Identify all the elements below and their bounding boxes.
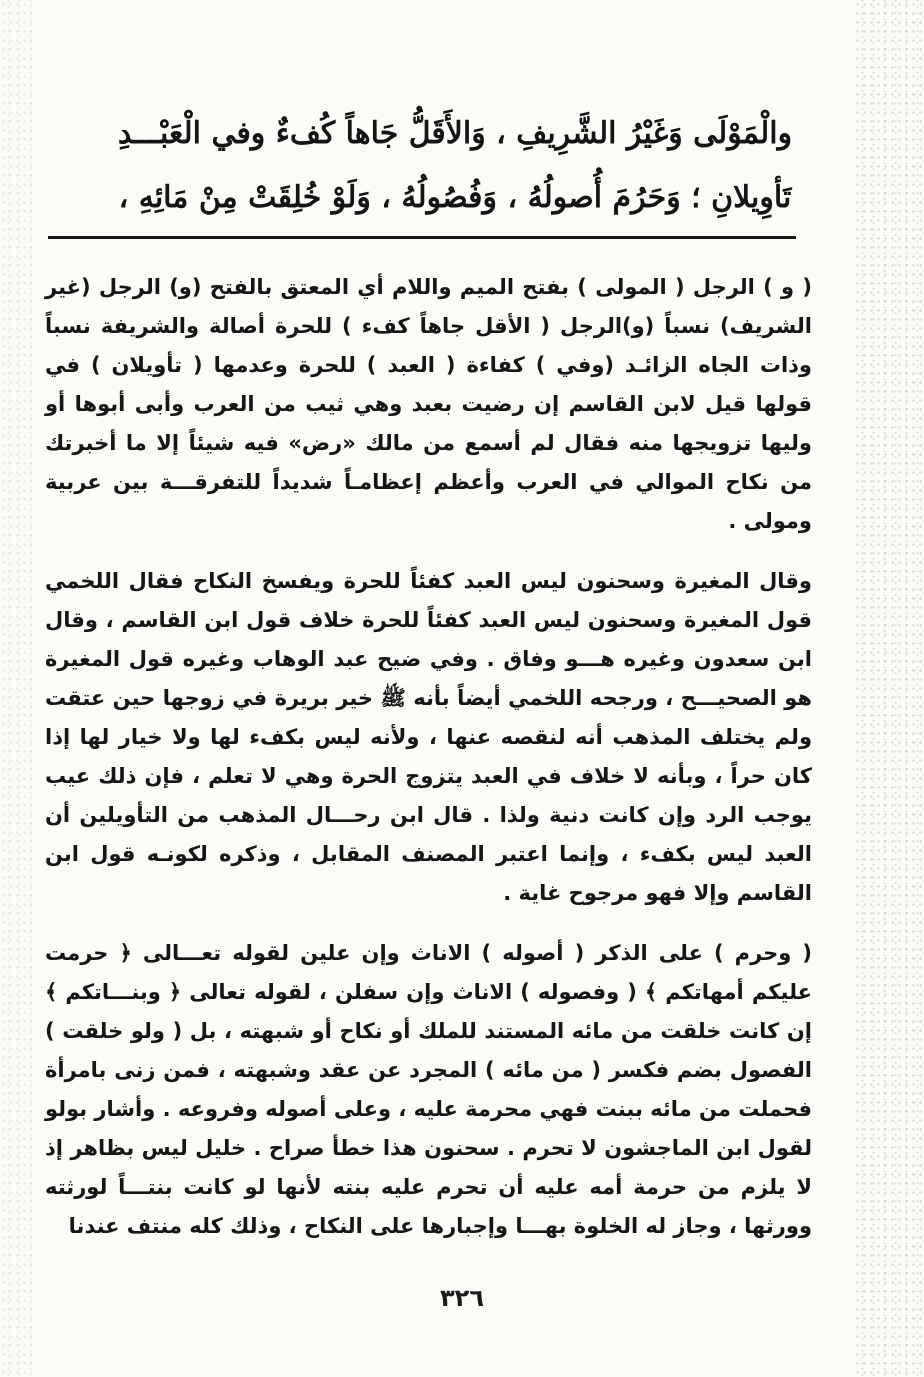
- scan-noise-right: [854, 0, 924, 1377]
- page-number: ٣٢٦: [440, 1284, 484, 1312]
- commentary-text: [45, 268, 812, 1246]
- matn-line-2: تَأوِيلانِ ؛ وَحَرُمَ أُصولُهُ ، وَفُصُولُهُ ، وَلَوْ خُلِقَتْ مِنْ مَائِهِ ،: [118, 180, 792, 215]
- commentary-paragraph-1: ( و ) الرجل ( المولى ) بفتح الميم واللام أي المعتق بالفتح (و) الرجل (غير الشريف) نسباً (و)الرجل ( الأقل جاهاً كفء ) للحرة أصالة والشريفة نسباً وذات الجاه الزائـد (وفي ) كفاءة ( العبد ) للحرة وعدمها ( تأويلان ) في قولها قيل لابن القاسم إن رضيت بعبد وهي ثيب من العرب وأبى أبوها أو وليها تزويجها منه فقال لم أسمع من مالك «رض» فيه شيئاً إلا ما أخبرتك من نكاح الموالي في العرب وأعظم إعظامـاً شديداً للتفرقـــة بين عربية ومولى .: [45, 275, 812, 533]
- commentary-paragraph-3: ( وحرم ) على الذكر ( أصوله ) الاناث وإن علين لقوله تعـــالى ﴿ حرمت عليكم أمهاتكم ﴾ ( وفصوله ) الاناث وإن سفلن ، لقوله تعالى ﴿ وبنـــاتكم ﴾ إن كانت خلقت من مائه المستند للملك أو نكاح أو شبهته ، بل ( ولو خلقت ) الفصول بضم فكسر ( من مائه ) المجرد عن عقد وشبهته ، فمن زنى بامرأة فحملت من مائه ببنت فهي محرمة عليه ، وعلى أصوله وفروعه . وأشار بولو لقول ابن الماجشون لا تحرم . سحنون هذا خطأ صراح . خليل ليس بظاهر إذ لا يلزم من حرمة أمه عليه أن تحرم عليه بنته لأنها لو كانت بنتـــاً لورثته وورثها ، وجاز له الخلوة بهـــا وإجبارها على النكاح ، وذلك كله منتف عندنا: [45, 941, 812, 1238]
- matn-line-1: والْمَوْلَى وَغَيْرُ الشَّرِيفِ ، وَالأَقَلُّ جَاهاً كُفءٌ وفي الْعَبْـــدِ: [117, 116, 793, 151]
- scan-noise-left: [0, 0, 38, 1377]
- commentary-paragraph-2: وقال المغيرة وسحنون ليس العبد كفئاً للحرة ويفسخ النكاح فقال اللخمي قول المغيرة وسحنون ليس العبد كفئاً للحرة خلاف قول ابن القاسم ، وقال ابن سعدون وغيره هـــو وفاق . وفي ضيح عبد الوهاب وغيره قول المغيرة هو الصحيـــح ، ورجحه اللخمي أيضاً بأنه ﷺ خير بريرة في زوجها حين عتقت ولم يختلف المذهب أنه لنقصه عنها ، ولأنه ليس بكفء لها ولا خيار لها إذا كان حراً ، وبأنه لا خلاف في العبد يتزوج الحرة وهي لا تعلم ، فإن ذلك عيب يوجب الرد وإن كانت دنية ولذا . قال ابن رحـــال المذهب من التأويلين أن العبد ليس بكفء ، وإنما اعتبر المصنف المقابل ، وذكره لكونـه قول ابن القاسم وإلا فهو مرجوح غاية .: [45, 569, 812, 905]
- separator-rule: [48, 236, 796, 239]
